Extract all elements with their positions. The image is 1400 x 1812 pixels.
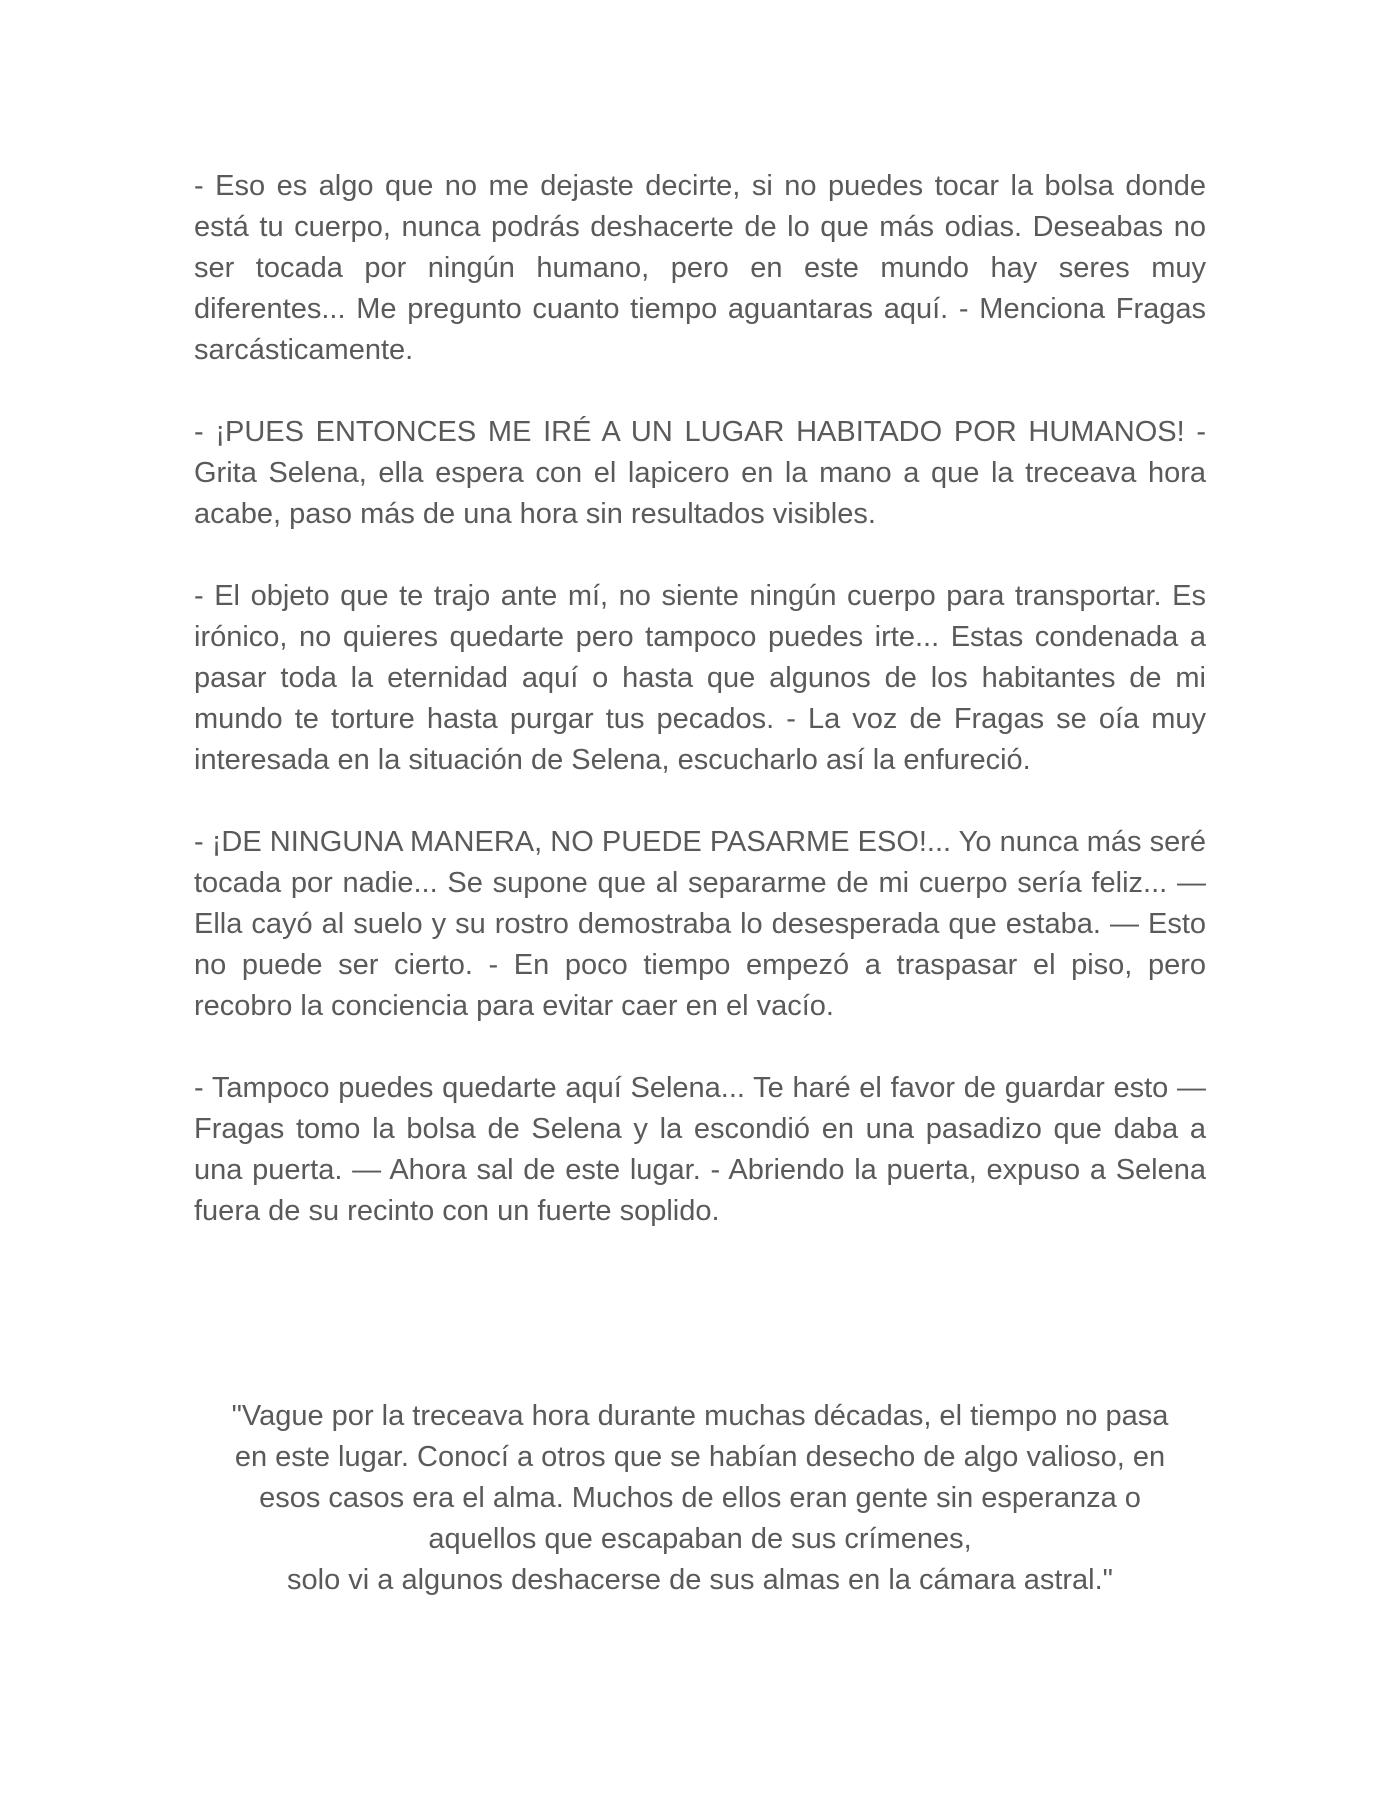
closing-quote [194,1396,1206,1601]
quote-line-5: solo vi a algunos deshacerse de sus almas en la cámara astral." [287,1564,1113,1596]
quote-line-2: en este lugar. Conocí a otros que se habían desecho de algo valioso, en [234,1441,1166,1473]
paragraph-2: - ¡PUES ENTONCES ME IRÉ A UN LUGAR HABITADO POR HUMANOS! - Grita Selena, ella espera con el lapicero en la mano a que la treceava hora acabe, paso más de una hora sin resultados visibles. [194,416,1206,530]
paragraph-1: - Eso es algo que no me dejaste decirte, si no puedes tocar la bolsa donde está tu cuerpo, nunca podrás deshacerte de lo que más odias. Deseabas no ser tocada por ningún humano, pero en este mundo hay seres muy diferentes... Me pregunto cuanto tiempo aguantaras aquí. - Menciona Fragas sarcásticamente. [194,170,1206,366]
story-body [194,166,1206,1232]
quote-line-4: aquellos que escapaban de sus crímenes, [428,1523,972,1555]
quote-line-1: "Vague por la treceava hora durante muchas décadas, el tiempo no pasa [231,1400,1169,1432]
paragraph-3: - El objeto que te trajo ante mí, no siente ningún cuerpo para transportar. Es irónico, no quieres quedarte pero tampoco puedes irte... Estas condenada a pasar toda la eternidad aquí o hasta que algunos de los habitantes de mi mundo te torture hasta purgar tus pecados. - La voz de Fragas se oía muy interesada en la situación de Selena, escucharlo así la enfureció. [194,580,1206,776]
quote-line-3: esos casos era el alma. Muchos de ellos eran gente sin esperanza o [259,1482,1141,1514]
paragraph-5: - Tampoco puedes quedarte aquí Selena... Te haré el favor de guardar esto — Fragas tomo la bolsa de Selena y la escondió en una pasadizo que daba a una puerta. — Ahora sal de este lugar. - Abriendo la puerta, expuso a Selena fuera de su recinto con un fuerte soplido. [194,1072,1206,1227]
paragraph-4: - ¡DE NINGUNA MANERA, NO PUEDE PASARME ESO!... Yo nunca más seré tocada por nadie... Se supone que al separarme de mi cuerpo sería feliz... — Ella cayó al suelo y su rostro demostraba lo desesperada que estaba. — Esto no puede ser cierto. - En poco tiempo empezó a traspasar el piso, pero recobro la conciencia para evitar caer en el vacío. [194,826,1206,1022]
